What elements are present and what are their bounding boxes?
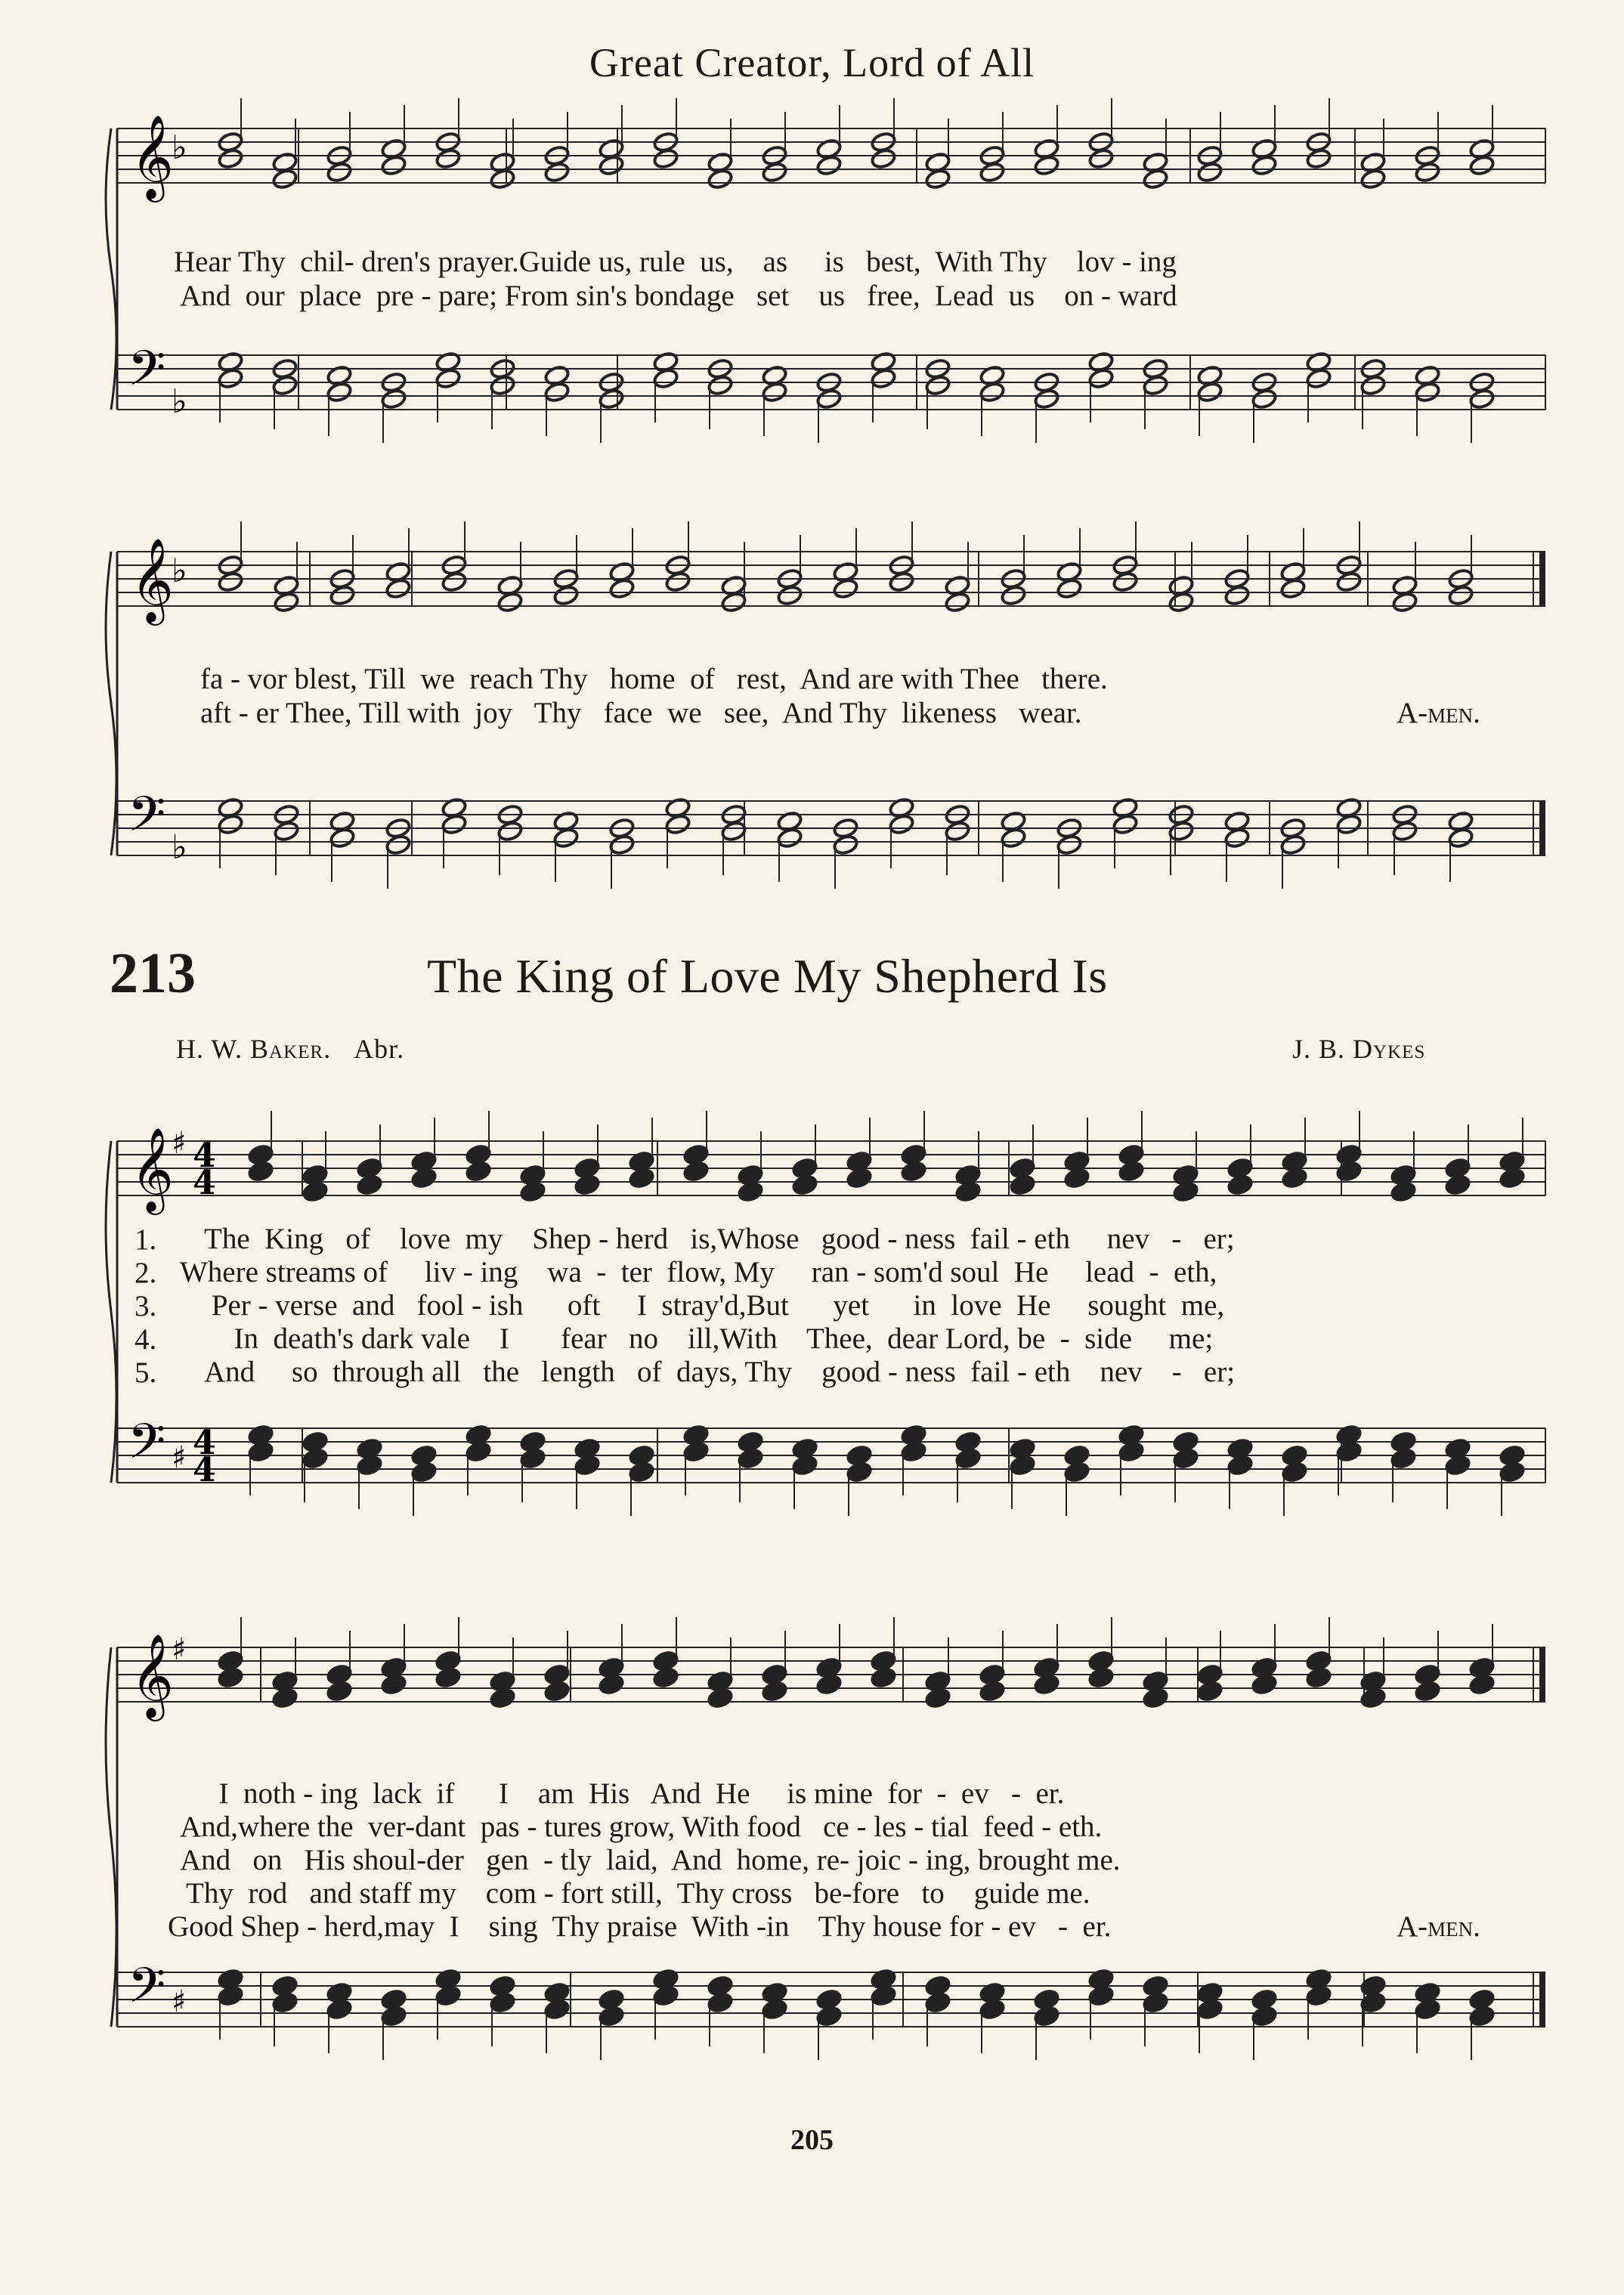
lyrics-verse-1: I noth - ing lack if I am His And He is mine for - ev - er. — [204, 1777, 1065, 1810]
system-brace — [106, 1647, 116, 2027]
bass-note-head — [465, 1440, 491, 1462]
bass-note-head — [1087, 367, 1114, 389]
treble-note-head — [1196, 1680, 1223, 1702]
treble-note-head — [273, 591, 299, 613]
bass-note-head — [707, 374, 733, 396]
treble-note-head — [954, 1180, 981, 1202]
system-brace — [106, 552, 116, 855]
bass-note-head — [1335, 813, 1362, 835]
verse-number: 2. — [135, 1257, 157, 1289]
bass-note-head — [489, 1991, 515, 2013]
treble-note-head — [707, 168, 733, 190]
treble-note-head — [435, 1666, 461, 1688]
bass-clef: 𝄢 — [128, 1958, 166, 2026]
bass-note-head — [954, 1447, 981, 1469]
time-signature: 4 — [193, 1164, 216, 1202]
treble-note-head — [720, 591, 747, 613]
bass-note-head — [543, 1998, 570, 2020]
bass-note-head — [791, 1454, 818, 1476]
bass-note-head — [519, 1447, 546, 1469]
lyrics-verse-1: The King of love my Shep - herd is,Whose good - ness fail - eth nev - er; — [204, 1223, 1235, 1255]
flat-sign: ♭ — [172, 552, 187, 590]
treble-note-head — [329, 584, 355, 606]
treble-note-head — [846, 1167, 872, 1189]
treble-note-head — [1056, 577, 1082, 599]
bass-note-head — [628, 1461, 654, 1483]
bass-note-head — [574, 1454, 600, 1476]
bass-note-head — [598, 388, 624, 410]
lyrics-verse-3: Per - verse and fool - ish oft I stray'd,But yet in love He sought me, — [204, 1289, 1225, 1322]
treble-note-head — [1335, 571, 1362, 592]
time-signature: 4 — [193, 1137, 216, 1175]
treble-note-head — [761, 161, 787, 183]
bass-note-head — [380, 388, 407, 410]
bass-note-head — [380, 2005, 407, 2027]
bass-note-head — [329, 827, 355, 849]
treble-note-head — [326, 1680, 352, 1702]
treble-note-head — [302, 1180, 328, 1202]
bass-note-head — [761, 381, 787, 403]
bass-note-head — [1063, 1461, 1090, 1483]
sharp-sign: ♯ — [172, 1984, 187, 2019]
bass-note-head — [870, 367, 896, 389]
amen-label: A-men. — [1397, 1910, 1480, 1943]
treble-note-head — [1227, 1174, 1253, 1195]
bass-note-head — [1000, 827, 1026, 849]
treble-note-head — [652, 147, 679, 169]
hymn-author — [176, 1033, 404, 1065]
treble-note-head — [815, 1673, 842, 1695]
treble-note-head — [598, 1673, 624, 1695]
bass-note-head — [598, 2005, 624, 2027]
treble-clef: 𝄞 — [131, 1633, 174, 1718]
bass-note-head — [385, 834, 411, 855]
bass-note-head — [1172, 1447, 1199, 1469]
treble-note-head — [1196, 161, 1223, 183]
treble-note-head — [1468, 154, 1495, 176]
system-brace — [106, 128, 116, 410]
bass-note-head — [1196, 1998, 1223, 2020]
lyrics-verse-5: Good Shep - herd,may I sing Thy praise With -in Thy house for - ev - er. — [168, 1910, 1112, 1943]
lyrics-verse-1: Hear Thy chil- dren's prayer.Guide us, rule us, as is best, With Thy lov - ing — [174, 246, 1177, 278]
bass-note-head — [761, 1998, 787, 2020]
bass-note-head — [924, 374, 951, 396]
lyrics-verse-3: And on His shoul-der gen - tly laid, And home, re- joic - ing, brought me. — [180, 1844, 1121, 1876]
treble-clef: 𝄞 — [131, 114, 174, 199]
treble-note-head — [1033, 1673, 1059, 1695]
treble-note-head — [1414, 161, 1440, 183]
bass-note-head — [1056, 834, 1082, 855]
treble-note-head — [1414, 1680, 1440, 1702]
bass-note-head — [608, 834, 635, 855]
treble-note-head — [888, 571, 914, 592]
treble-note-head — [776, 584, 803, 606]
treble-note-head — [1142, 168, 1168, 190]
treble-note-head — [410, 1167, 437, 1189]
treble-note-head — [1251, 1673, 1277, 1695]
treble-note-head — [652, 1666, 679, 1688]
bass-note-head — [1444, 1454, 1471, 1476]
system-brace — [106, 1141, 116, 1483]
lyrics-verse-2: And,where the ver-dant pas - tures grow, With food ce - les - tial feed - eth. — [180, 1811, 1103, 1843]
bass-note-head — [1279, 834, 1306, 855]
treble-note-head — [489, 168, 515, 190]
bass-note-head — [1281, 1461, 1307, 1483]
lyrics-verse-2: aft - er Thee, Till with joy Thy face we see, And Thy likeness wear. — [200, 697, 1082, 729]
treble-note-head — [1447, 584, 1474, 606]
bass-note-head — [1468, 2005, 1495, 2027]
treble-note-head — [441, 571, 467, 592]
treble-note-head — [791, 1174, 818, 1195]
bass-note-head — [1196, 381, 1223, 403]
bass-note-head — [217, 1984, 243, 2006]
lyrics-verse-4: In death's dark vale I fear no ill,With Thee, dear Lord, be - side me; — [219, 1322, 1214, 1355]
treble-note-head — [1335, 1160, 1362, 1182]
bass-note-head — [846, 1461, 872, 1483]
lyrics-verse-2: Where streams of liv - ing wa - ter flow, My ran - som'd soul He lead - eth, — [180, 1256, 1217, 1288]
treble-note-head — [1118, 1160, 1144, 1182]
verse-number: 1. — [135, 1223, 157, 1256]
treble-note-head — [628, 1167, 654, 1189]
treble-note-head — [496, 591, 523, 613]
bass-note-head — [652, 367, 679, 389]
bass-note-head — [888, 813, 914, 835]
treble-note-head — [1172, 1180, 1199, 1202]
hymn-composer: J. B. Dykes — [1292, 1034, 1426, 1064]
bass-note-head — [326, 381, 352, 403]
flat-sign: ♭ — [172, 128, 187, 167]
treble-note-head — [1305, 147, 1332, 169]
bass-note-head — [1087, 1984, 1114, 2006]
treble-note-head — [380, 1673, 407, 1695]
bass-note-head — [1251, 2005, 1277, 2027]
bass-note-head — [682, 1440, 709, 1462]
treble-note-head — [380, 154, 407, 176]
bass-note-head — [900, 1440, 926, 1462]
treble-note-head — [1305, 1666, 1332, 1688]
bass-note-head — [924, 1991, 951, 2013]
treble-note-head — [574, 1174, 600, 1195]
bass-note-head — [302, 1447, 328, 1469]
bass-clef: 𝄢 — [128, 341, 166, 409]
treble-note-head — [217, 571, 243, 592]
treble-clef: 𝄞 — [131, 537, 174, 622]
treble-note-head — [870, 1666, 896, 1688]
bass-note-head — [1360, 374, 1386, 396]
hymn-title-king-of-love: The King of Love My Shepherd Is — [427, 949, 1108, 1003]
treble-note-head — [465, 1160, 491, 1182]
treble-note-head — [815, 154, 842, 176]
lyrics-verse-2: And our place pre - pare; From sin's bondage set us free, Lead us on - ward — [180, 280, 1177, 312]
treble-note-head — [1251, 154, 1277, 176]
bass-note-head — [496, 820, 523, 842]
bass-note-head — [1112, 813, 1138, 835]
treble-note-head — [519, 1180, 546, 1202]
bass-note-head — [979, 1998, 1005, 2020]
bass-note-head — [489, 374, 515, 396]
bass-note-head — [552, 827, 579, 849]
bass-clef: 𝄢 — [128, 1414, 166, 1482]
bass-note-head — [1414, 1998, 1440, 2020]
treble-note-head — [682, 1160, 709, 1182]
treble-note-head — [489, 1687, 515, 1709]
verse-number: 4. — [135, 1323, 157, 1356]
bass-note-head — [707, 1991, 733, 2013]
treble-note-head — [552, 584, 579, 606]
treble-note-head — [1499, 1167, 1525, 1189]
treble-note-head — [979, 1680, 1005, 1702]
bass-note-head — [720, 820, 747, 842]
bass-note-head — [815, 388, 842, 410]
treble-note-head — [924, 168, 951, 190]
treble-note-head — [832, 577, 858, 599]
bass-note-head — [356, 1454, 382, 1476]
bass-note-head — [737, 1447, 763, 1469]
verse-number: 3. — [135, 1290, 157, 1322]
treble-note-head — [543, 161, 570, 183]
bass-note-head — [979, 381, 1005, 403]
treble-note-head — [761, 1680, 787, 1702]
bass-note-head — [410, 1461, 437, 1483]
treble-note-head — [271, 1687, 298, 1709]
treble-note-head — [664, 571, 691, 592]
bass-note-head — [1033, 388, 1059, 410]
page-number: 205 — [790, 2124, 834, 2156]
bass-note-head — [543, 381, 570, 403]
treble-clef: 𝄞 — [131, 1127, 174, 1211]
treble-note-head — [1033, 154, 1059, 176]
bass-note-head — [1168, 820, 1194, 842]
treble-note-head — [979, 161, 1005, 183]
bass-note-head — [1305, 367, 1332, 389]
bass-note-head — [1499, 1461, 1525, 1483]
bass-note-head — [1468, 388, 1495, 410]
bass-note-head — [271, 1991, 298, 2013]
treble-note-head — [247, 1160, 274, 1182]
bass-note-head — [1142, 1991, 1168, 2013]
bass-note-head — [944, 820, 970, 842]
bass-clef: 𝄢 — [128, 787, 166, 855]
bass-note-head — [664, 813, 691, 835]
sharp-sign: ♯ — [172, 1632, 187, 1667]
treble-note-head — [1063, 1167, 1090, 1189]
bass-note-head — [1142, 374, 1168, 396]
bass-note-head — [652, 1984, 679, 2006]
bass-note-head — [1390, 1447, 1416, 1469]
treble-note-head — [707, 1687, 733, 1709]
sharp-sign: ♯ — [172, 1440, 187, 1475]
bass-note-head — [247, 1440, 274, 1462]
treble-note-head — [1112, 571, 1138, 592]
treble-note-head — [944, 591, 970, 613]
hymn-title-great-creator: Great Creator, Lord of All — [589, 40, 1035, 85]
bass-note-head — [217, 813, 243, 835]
treble-note-head — [1444, 1174, 1471, 1195]
flat-sign: ♭ — [172, 828, 187, 867]
treble-note-head — [608, 577, 635, 599]
treble-note-head — [1390, 1180, 1416, 1202]
treble-note-head — [1087, 147, 1114, 169]
bass-note-head — [1391, 820, 1418, 842]
verse-number: 5. — [135, 1356, 157, 1389]
treble-note-head — [598, 154, 624, 176]
lyrics-verse-1: fa - vor blest, Till we reach Thy home of rest, And are with Thee there. — [200, 663, 1108, 695]
treble-note-head — [1168, 591, 1194, 613]
treble-note-head — [870, 147, 896, 169]
bass-note-head — [870, 1984, 896, 2006]
bass-note-head — [271, 374, 298, 396]
bass-note-head — [1335, 1440, 1362, 1462]
bass-note-head — [217, 367, 243, 389]
treble-note-head — [900, 1160, 926, 1182]
treble-note-head — [1087, 1666, 1114, 1688]
author-name: H. W. Baker. — [176, 1034, 332, 1064]
treble-note-head — [435, 147, 461, 169]
treble-note-head — [1223, 584, 1250, 606]
treble-note-head — [924, 1687, 951, 1709]
bass-note-head — [326, 1998, 352, 2020]
treble-note-head — [326, 161, 352, 183]
treble-note-head — [385, 577, 411, 599]
time-signature: 4 — [193, 1451, 216, 1489]
treble-note-head — [217, 147, 243, 169]
amen-label: A-men. — [1397, 697, 1480, 729]
author-note: Abr. — [354, 1034, 405, 1064]
treble-note-head — [1391, 591, 1418, 613]
bass-note-head — [435, 1984, 461, 2006]
bass-note-head — [1009, 1454, 1035, 1476]
bass-note-head — [435, 367, 461, 389]
lyrics-verse-4: Thy rod and staff my com - fort still, Thy cross be-fore to guide me. — [186, 1877, 1090, 1910]
treble-note-head — [1142, 1687, 1168, 1709]
lyrics-verse-5: And so through all the length of days, Thy good - ness fail - eth nev - er; — [204, 1356, 1236, 1388]
bass-note-head — [1223, 827, 1250, 849]
bass-note-head — [776, 827, 803, 849]
time-signature: 4 — [193, 1424, 216, 1462]
flat-sign: ♭ — [172, 382, 187, 421]
bass-note-head — [1305, 1984, 1332, 2006]
bass-note-head — [1033, 2005, 1059, 2027]
treble-note-head — [1281, 1167, 1307, 1189]
treble-note-head — [271, 168, 298, 190]
sharp-sign: ♯ — [172, 1126, 187, 1161]
treble-note-head — [1000, 584, 1026, 606]
bass-note-head — [832, 834, 858, 855]
treble-note-head — [217, 1666, 243, 1688]
bass-note-head — [1414, 381, 1440, 403]
treble-note-head — [1468, 1673, 1495, 1695]
bass-note-head — [1251, 388, 1277, 410]
treble-note-head — [737, 1180, 763, 1202]
bass-note-head — [1118, 1440, 1144, 1462]
treble-note-head — [1009, 1174, 1035, 1195]
bass-note-head — [441, 813, 467, 835]
bass-note-head — [273, 820, 299, 842]
treble-note-head — [543, 1680, 570, 1702]
bass-note-head — [1227, 1454, 1253, 1476]
bass-note-head — [1447, 827, 1474, 849]
treble-note-head — [1360, 168, 1386, 190]
treble-note-head — [356, 1174, 382, 1195]
treble-note-head — [1279, 577, 1306, 599]
hymn-number: 213 — [110, 942, 196, 1005]
bass-note-head — [815, 2005, 842, 2027]
